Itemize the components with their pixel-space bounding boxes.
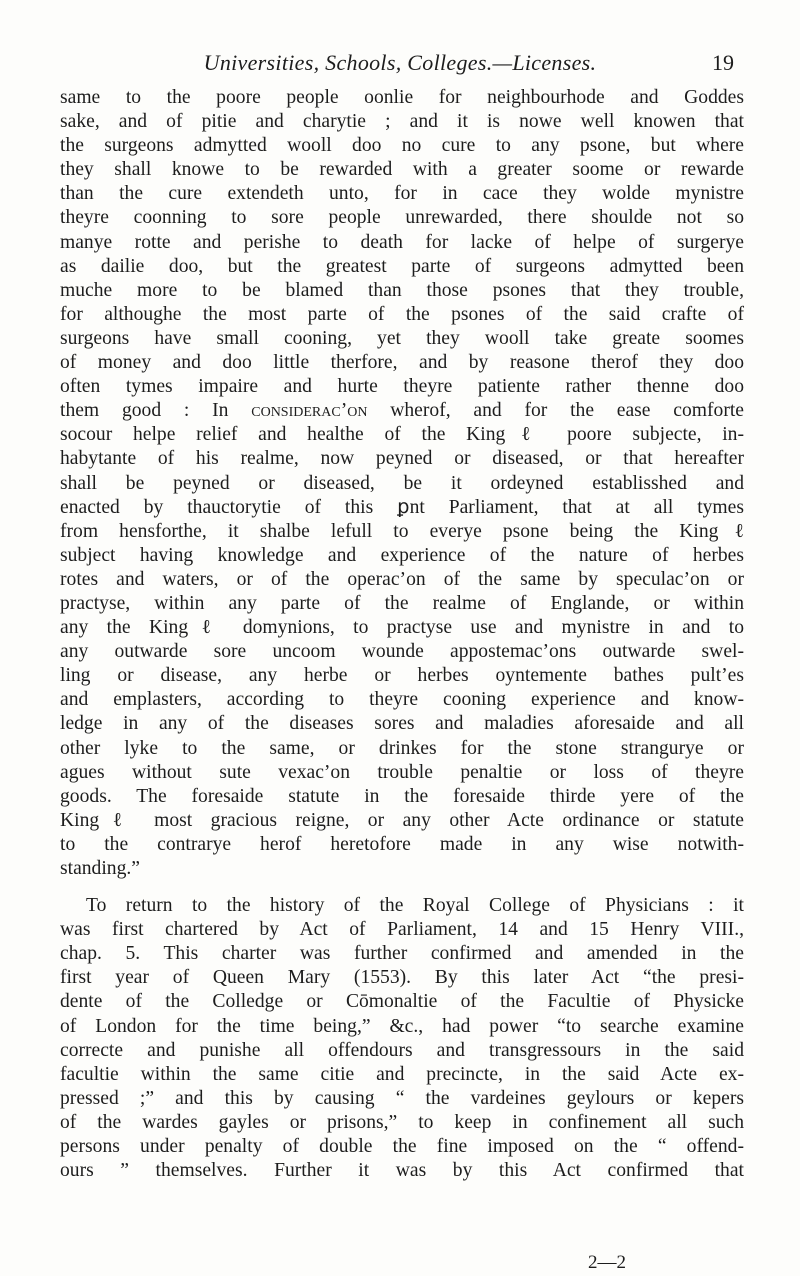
text-line-with-smallcaps (60, 399, 744, 423)
text-line: ledge in any of the diseases sores and maladies aforesaide and all (60, 713, 744, 735)
text-line: as dailie doo, but the greatest parte of surgeons admytted been (60, 255, 744, 277)
text-line: chap. 5. This charter was further confirmed and amended in the (60, 943, 744, 965)
text-line: muche more to be blamed than those psones that they trouble, (60, 279, 744, 301)
text-line: was first chartered by Act of Parliament, 14 and 15 Henry VIII., (60, 919, 744, 941)
text-line: of the wardes gayles or prisons,” to keep in confinement all such (60, 1111, 744, 1133)
body-text (60, 86, 744, 1183)
smallcaps-word: considerac’on (251, 400, 368, 422)
text-line: they shall knowe to be rewarded with a greater soome or rewarde (60, 159, 744, 181)
text-line: any outwarde sore uncoom wounde appostemac’ons outwarde swel- (60, 641, 744, 663)
text-line: same to the poore people oonlie for neighbourhode and Goddes (60, 87, 744, 108)
paragraph-statute-quotation (60, 86, 744, 881)
text-line: facultie within the same citie and precincte, in the said Acte ex- (60, 1063, 744, 1085)
text-line: Kingℓ most gracious reigne, or any other Acte ordinance or statute (60, 809, 744, 831)
text-line: for althoughe the most parte of the psones of the said crafte of (60, 303, 744, 325)
text-line: agues without sute vexac’on trouble penaltie or loss of theyre (60, 761, 744, 783)
smallcaps-prefix: In (212, 400, 229, 422)
text-line: standing.” (60, 858, 140, 879)
text-line: socour helpe relief and healthe of the Kingℓ poore subjecte, in- (60, 424, 744, 446)
text-line: than the cure extendeth unto, for in cace they wolde mynistre (60, 183, 744, 205)
text-line: correcte and punishe all offendours and transgressours in the said (60, 1039, 744, 1061)
text-line: ours ” themselves. Further it was by this Act confirmed that (60, 1160, 744, 1182)
text-line: the surgeons admytted wooll doo no cure to any psone, but where (60, 135, 744, 157)
text-line: from hensforthe, it shalbe lefull to everye psone being the Kingℓ (60, 520, 744, 542)
text-line: manye rotte and perishe to death for lacke of helpe of surgerye (60, 231, 744, 253)
text-line: of London for the time being,” &c., had power “to searche examine (60, 1015, 744, 1037)
paragraph-royal-college-history (60, 894, 744, 1183)
text-line: pressed ;” and this by causing “ the vardeines geylours or kepers (60, 1087, 744, 1109)
text-line: practyse, within any parte of the realme of Englande, or within (60, 592, 744, 614)
text-line: of money and doo little therfore, and by reasone therof they doo (60, 352, 744, 374)
text-line: dente of the Colledge or Cōmonaltie of the Facultie of Physicke (60, 991, 744, 1013)
text-line: to the contrarye herof heretofore made in any wise notwith- (60, 833, 744, 855)
text-line: ling or disease, any herbe or herbes oyntemente bathes pult’es (60, 665, 744, 687)
smallcaps-suffix: wherof, and for the ease comforte (390, 400, 744, 422)
line-start: them good : (60, 400, 190, 422)
text-line: enacted by thauctorytie of this ꝑnt Parliament, that at all tymes (60, 496, 744, 518)
signature-mark: 2—2 (588, 1252, 626, 1273)
text-line: sake, and of pitie and charytie ; and it is nowe well knowen that (60, 111, 744, 133)
paragraph-gap (60, 881, 744, 894)
running-head (60, 40, 740, 80)
text-line: rotes and waters, or of the operac’on of the same by speculac’on or (60, 568, 744, 590)
page-number: 19 (712, 50, 734, 75)
text-line: persons under penalty of double the fine imposed on the “ offend- (60, 1136, 744, 1158)
text-line: any the Kingℓ domynions, to practyse use and mynistre in and to (60, 617, 744, 639)
text-line: subject having knowledge and experience of the nature of herbes (60, 544, 744, 566)
text-line: other lyke to the same, or drinkes for the stone strangurye or (60, 737, 744, 759)
text-line: habytante of his realme, now peyned or diseased, or that hereafter (60, 448, 744, 470)
text-line: shall be peyned or diseased, be it ordeyned establisshed and (60, 472, 744, 494)
text-line: To return to the history of the Royal College of Physicians : it (86, 895, 744, 917)
text-line: theyre coonning to sore people unrewarded, there shoulde not so (60, 207, 744, 229)
text-line: and emplasters, according to theyre cooning experience and know- (60, 689, 744, 711)
running-title: Universities, Schools, Colleges.—Licenses. (203, 50, 597, 75)
text-line: first year of Queen Mary (1553). By this later Act “the presi- (60, 967, 744, 989)
text-line: often tymes impaire and hurte theyre patiente rather thenne doo (60, 376, 744, 398)
text-line: goods. The foresaide statute in the foresaide thirde yere of the (60, 785, 744, 807)
text-line: surgeons have small cooning, yet they wooll take greate soomes (60, 327, 744, 349)
